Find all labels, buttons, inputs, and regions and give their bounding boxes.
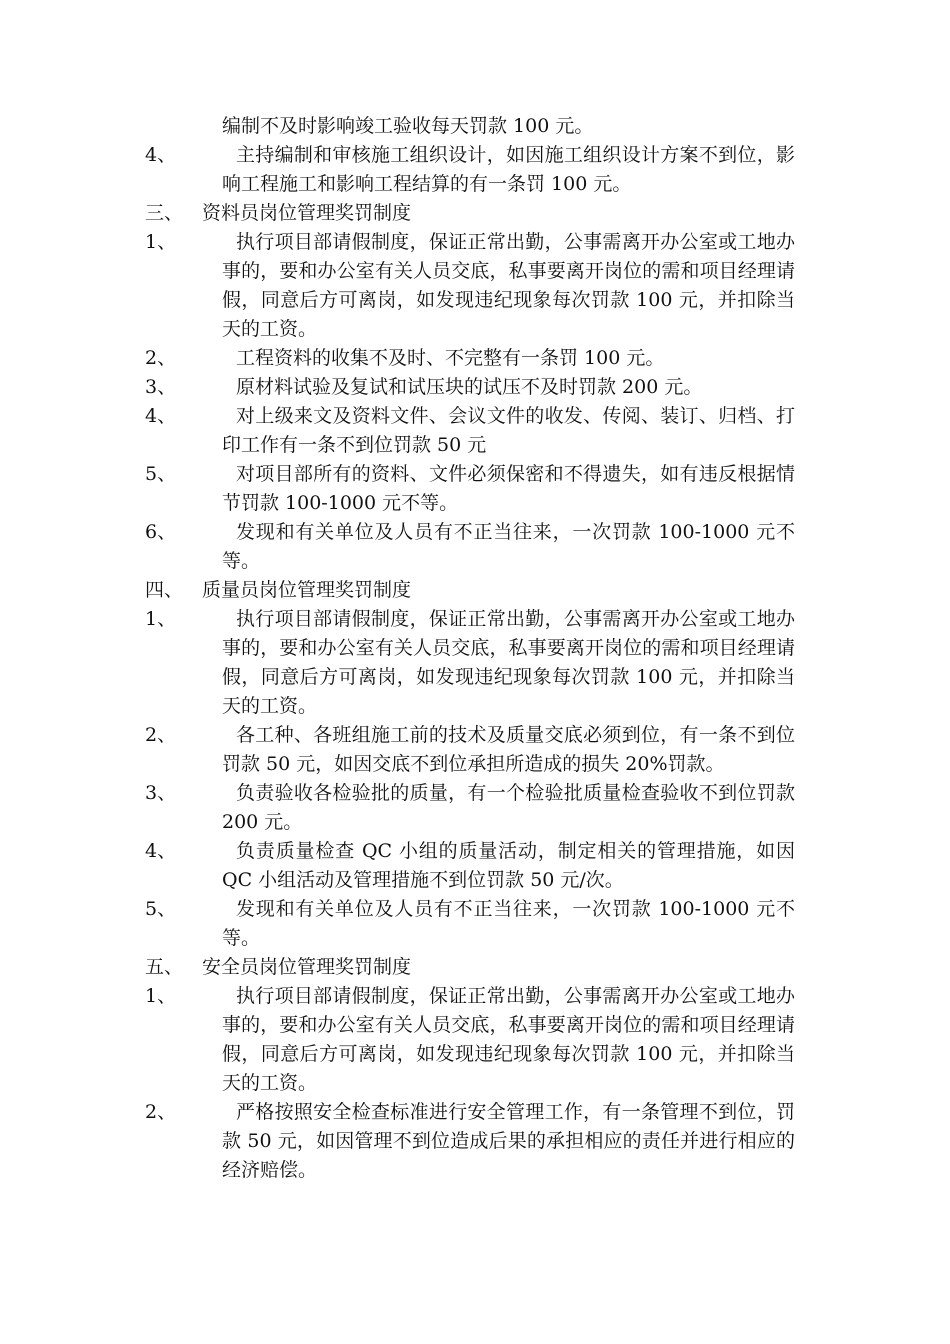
list-item-text: 原材料试验及复试和试压块的试压不及时罚款 200 元。: [236, 376, 703, 398]
section-heading-5: [145, 953, 795, 982]
section-title: 质量员岗位管理奖罚制度: [202, 579, 412, 601]
section-number: 三、: [145, 202, 184, 224]
list-item-text: 执行项目部请假制度，保证正常出勤，公事需离开办公室或工地办事的，要和办公室有关人员交底，私事要离开岗位的需和项目经理请假，同意后方可离岗，如发现违纪现象每次罚款 100 元，并扣除当天的工资。: [222, 231, 795, 340]
list-item-number: 3、: [145, 782, 177, 804]
list-item: [145, 228, 795, 344]
list-item: [145, 721, 795, 779]
list-item-number: 6、: [145, 521, 177, 543]
list-item-number: 1、: [145, 231, 177, 253]
list-item-text: 工程资料的收集不及时、不完整有一条罚 100 元。: [236, 347, 665, 369]
list-item-number: 4、: [145, 144, 177, 166]
list-item-number: 2、: [145, 347, 177, 369]
document-body: [145, 112, 795, 1185]
list-item-text: 发现和有关单位及人员有不正当往来，一次罚款 100-1000 元不等。: [222, 898, 795, 949]
list-item-text: 各工种、各班组施工前的技术及质量交底必须到位，有一条不到位罚款 50 元，如因交底不到位承担所造成的损失 20%罚款。: [222, 724, 795, 775]
list-item-text: 发现和有关单位及人员有不正当往来，一次罚款 100-1000 元不等。: [222, 521, 795, 572]
section-heading-4: [145, 576, 795, 605]
list-item: [145, 982, 795, 1098]
list-item-number: 5、: [145, 898, 177, 920]
list-item-number: 1、: [145, 608, 177, 630]
list-item: [145, 895, 795, 953]
list-item-text: 严格按照安全检查标准进行安全管理工作，有一条管理不到位，罚款 50 元，如因管理不到位造成后果的承担相应的责任并进行相应的经济赔偿。: [222, 1101, 795, 1181]
list-item-number: 2、: [145, 724, 177, 746]
list-item: [145, 837, 795, 895]
list-item-number: 5、: [145, 463, 177, 485]
list-item-number: 3、: [145, 376, 177, 398]
list-item-number: 4、: [145, 405, 177, 427]
list-item-text: 负责质量检查 QC 小组的质量活动，制定相关的管理措施，如因 QC 小组活动及管理措施不到位罚款 50 元/次。: [222, 840, 795, 891]
section-heading-3: [145, 199, 795, 228]
list-item: [145, 779, 795, 837]
section-title: 安全员岗位管理奖罚制度: [202, 956, 412, 978]
section-number: 五、: [145, 956, 184, 978]
section-title: 资料员岗位管理奖罚制度: [202, 202, 412, 224]
continuation-text: 编制不及时影响竣工验收每天罚款 100 元。: [222, 115, 594, 137]
section-number: 四、: [145, 579, 184, 601]
list-item-text: 执行项目部请假制度，保证正常出勤，公事需离开办公室或工地办事的，要和办公室有关人员交底，私事要离开岗位的需和项目经理请假，同意后方可离岗，如发现违纪现象每次罚款 100 元，并扣除当天的工资。: [222, 985, 795, 1094]
list-item: [145, 460, 795, 518]
list-item-text: 执行项目部请假制度，保证正常出勤，公事需离开办公室或工地办事的，要和办公室有关人员交底，私事要离开岗位的需和项目经理请假，同意后方可离岗，如发现违纪现象每次罚款 100 元，并扣除当天的工资。: [222, 608, 795, 717]
list-item: [145, 518, 795, 576]
list-item-text: 对上级来文及资料文件、会议文件的收发、传阅、装订、归档、打印工作有一条不到位罚款 50 元: [222, 405, 795, 456]
list-item-prev-4: [145, 141, 795, 199]
list-item: [145, 1098, 795, 1185]
list-item-text: 负责验收各检验批的质量，有一个检验批质量检查验收不到位罚款 200 元。: [222, 782, 795, 833]
continuation-paragraph: [145, 112, 795, 141]
list-item: [145, 344, 795, 373]
list-item-number: 2、: [145, 1101, 177, 1123]
list-item-number: 1、: [145, 985, 177, 1007]
list-item: [145, 605, 795, 721]
list-item: [145, 373, 795, 402]
list-item-text: 对项目部所有的资料、文件必须保密和不得遗失，如有违反根据情节罚款 100-1000 元不等。: [222, 463, 795, 514]
list-item-text: 主持编制和审核施工组织设计，如因施工组织设计方案不到位，影响工程施工和影响工程结算的有一条罚 100 元。: [222, 144, 795, 195]
list-item-number: 4、: [145, 840, 177, 862]
list-item: [145, 402, 795, 460]
